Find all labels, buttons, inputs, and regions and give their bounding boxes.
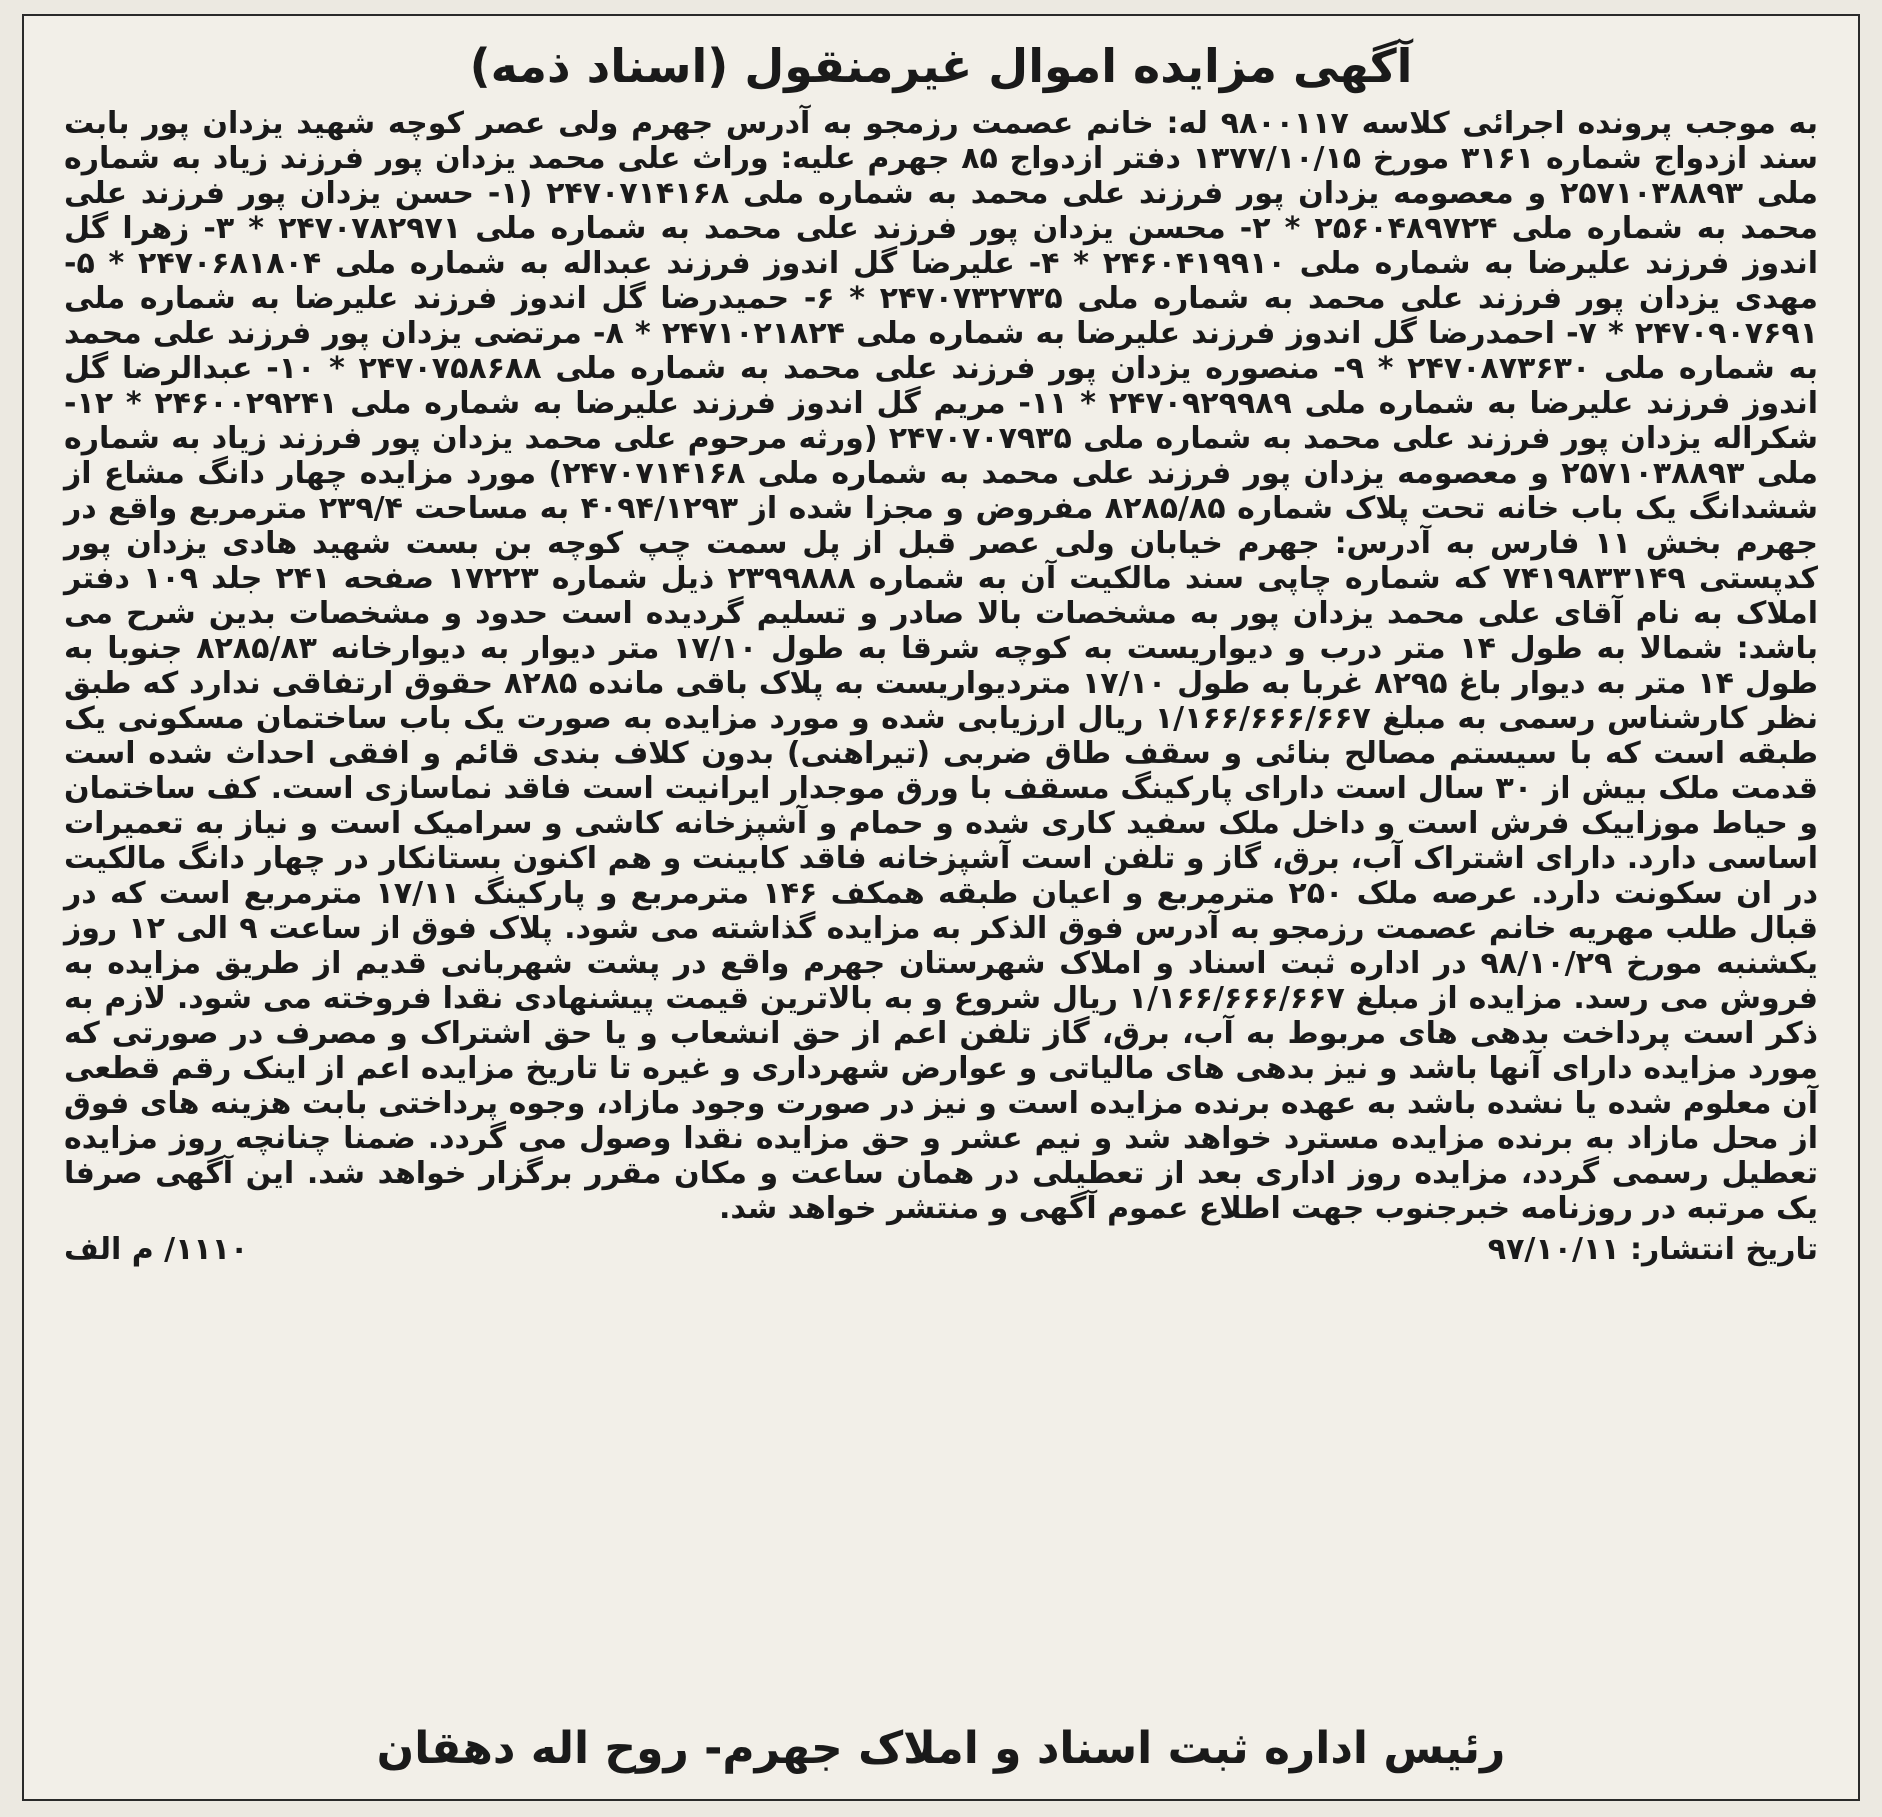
notice-body: به موجب پرونده اجرائی کلاسه ۹۸۰۰۱۱۷ له: خانم عصمت رزمجو به آدرس جهرم ولی عصر کوچه شهید یزدان پور بابت سند ازدواج شماره ۳۱۶۱ مورخ ۱۳۷۷/۱۰/۱۵ دفتر ازدواج ۸۵ جهرم علیه: وراث علی محمد یزدان پور فرزند زیاد به شماره ملی ۲۵۷۱۰۳۸۸۹۳ و معصومه یزدان پور فرزند علی محمد به شماره ملی ۲۴۷۰۷۱۴۱۶۸ (۱- حسن یزدان پور فرزند علی محمد به شماره ملی ۲۵۶۰۴۸۹۷۲۴ * ۲- محسن یزدان پور فرزند علی محمد به شماره ملی ۲۴۷۰۷۸۲۹۷۱ * ۳- زهرا گل اندوز فرزند علیرضا به شماره ملی ۲۴۶۰۴۱۹۹۱۰ * ۴- علیرضا گل اندوز فرزند عبداله به شماره ملی ۲۴۷۰۶۸۱۸۰۴ * ۵- مهدی یزدان پور فرزند علی محمد به شماره ملی ۲۴۷۰۷۳۲۷۳۵ * ۶- حمیدرضا گل اندوز فرزند علیرضا به شماره ملی ۲۴۷۰۹۰۷۶۹۱ * ۷- احمدرضا گل اندوز فرزند علیرضا به شماره ملی ۲۴۷۱۰۲۱۸۲۴ * ۸- مرتضی یزدان پور فرزند علی محمد به شماره ملی ۲۴۷۰۸۷۳۶۳۰ * ۹- منصوره یزدان پور فرزند علی محمد به شماره ملی ۲۴۷۰۷۵۸۶۸۸ * ۱۰- عبدالرضا گل اندوز فرزند علیرضا به شماره ملی ۲۴۷۰۹۲۹۹۸۹ * ۱۱- مریم گل اندوز فرزند علیرضا به شماره ملی ۲۴۶۰۰۲۹۲۴۱ * ۱۲- شکراله یزدان پور فرزند علی محمد به شماره ملی ۲۴۷۰۷۰۷۹۳۵ (ورثه مرحوم علی محمد یزدان پور فرزند زیاد به شماره ملی ۲۵۷۱۰۳۸۸۹۳ و معصومه یزدان پور فرزند علی محمد به شماره ملی ۲۴۷۰۷۱۴۱۶۸) مورد مزایده چهار دانگ مشاع از ششدانگ یک باب خانه تحت پلاک شماره ۸۲۸۵/۸۵ مفروض و مجزا شده از ۴۰۹۴/۱۲۹۳ به مساحت ۲۳۹/۴ مترمربع واقع در جهرم بخش ۱۱ فارس به آدرس: جهرم خیابان ولی عصر قبل از پل سمت چپ کوچه بن بست شهید هادی یزدان پور کدپستی ۷۴۱۹۸۳۳۱۴۹ که شماره چاپی سند مالکیت آن به شماره ۲۳۹۹۸۸۸ ذیل شماره ۱۷۲۲۳ صفحه ۲۴۱ جلد ۱۰۹ دفتر املاک به نام آقای علی محمد یزدان پور به مشخصات بالا صادر و تسلیم گردیده است حدود و مشخصات بدین شرح می باشد: شمالا به طول ۱۴ متر درب و دیواریست به کوچه شرقا به طول ۱۷/۱۰ متر دیوار به دیوارخانه ۸۲۸۵/۸۳ جنوبا به طول ۱۴ متر به دیوار باغ ۸۲۹۵ غربا به طول ۱۷/۱۰ متردیواریست به پلاک باقی مانده ۸۲۸۵ حقوق ارتفاقی ندارد که طبق نظر کارشناس رسمی به مبلغ ۱/۱۶۶/۶۶۶/۶۶۷ ریال ارزیابی شده و مورد مزایده به صورت یک باب ساختمان مسکونی یک طبقه است که با سیستم مصالح بنائی و سقف طاق ضربی (تیراهنی) بدون کلاف بندی قائم و افقی احداث شده است قدمت ملک بیش از ۳۰ سال است دارای پارکینگ مسقف با ورق موجدار ایرانیت است فاقد نماسازی است. کف ساختمان و حیاط موزاییک فرش است و داخل ملک سفید کاری شده و حمام و آشپزخانه کاشی و سرامیک است و نیاز به تعمیرات اساسی دارد. دارای اشتراک آب، برق، گاز و تلفن است آشپزخانه فاقد کابینت و هم اکنون بستانکار در چهار دانگ مالکیت در ان سکونت دارد. عرصه ملک ۲۵۰ مترمربع و اعیان طبقه همکف ۱۴۶ مترمربع و پارکینگ ۱۷/۱۱ مترمربع است که در قبال طلب مهریه خانم عصمت رزمجو به آدرس فوق الذکر به مزایده گذاشته می شود. پلاک فوق از ساعت ۹ الی ۱۲ روز یکشنبه مورخ ۹۸/۱۰/۲۹ در اداره ثبت اسناد و املاک شهرستان جهرم واقع در پشت شهربانی قدیم از طریق مزایده به فروش می رسد. مزایده از مبلغ ۱/۱۶۶/۶۶۶/۶۶۷ ریال شروع و به بالاترین قیمت پیشنهادی نقدا فروخته می شود. لازم به ذکر است پرداخت بدهی های مربوط به آب، برق، گاز تلفن اعم از حق انشعاب و یا حق اشتراک و مصرف در صورتی که مورد مزایده دارای آنها باشد و نیز بدهی های مالیاتی و عوارض شهرداری و غیره تا تاریخ مزایده اعم از اینک رقم قطعی آن معلوم شده یا نشده باشد به عهده برنده مزایده است و نیز در صورت وجود مازاد، وجوه پرداختی بابت هزینه های فوق از محل مازاد به برنده مزایده مسترد خواهد شد و نیم عشر و حق مزایده نقدا وصول می گردد. ضمنا چنانچه روز مزایده تعطیل رسمی گردد، مزایده روز اداری بعد از تعطیلی در همان ساعت و مکان مقرر برگزار خواهد شد. این آگهی صرفا یک مرتبه در روزنامه خبرجنوب جهت اطلاع عموم آگهی و منتشر خواهد شد.: [64, 106, 1819, 1226]
publication-label: تاریخ انتشار:: [1630, 1232, 1818, 1267]
auction-notice: [22, 14, 1860, 1801]
publication-date-line: [1488, 1228, 1818, 1272]
ad-code: ۱۱۱۰/ م الف: [64, 1232, 249, 1267]
publication-row: [64, 1228, 1818, 1272]
signature-line: رئیس اداره ثبت اسناد و املاک جهرم- روح اله دهقان: [376, 1723, 1506, 1774]
publication-date: ۹۷/۱۰/۱۱: [1487, 1232, 1620, 1267]
notice-title: آگهی مزایده اموال غیرمنقول (اسناد ذمه): [469, 39, 1413, 93]
